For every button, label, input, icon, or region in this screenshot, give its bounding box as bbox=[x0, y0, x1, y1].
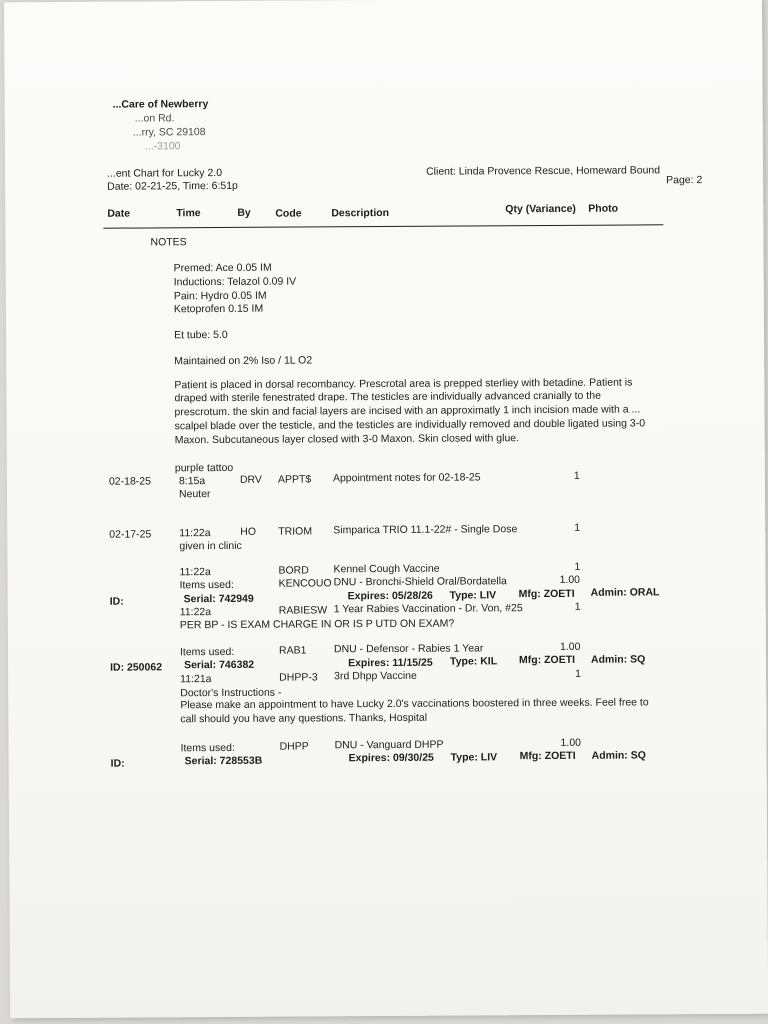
vaccine-mfg: Mfg: ZOETI bbox=[518, 587, 575, 601]
entry-time: 11:22a bbox=[179, 566, 211, 579]
entry-time: 11:21a bbox=[180, 673, 212, 686]
clinic-phone: ...-3100 bbox=[144, 140, 181, 153]
procedure-line: Patient is placed in dorsal recombancy. Prescrotal area is prepped sterliey with betadine. Patient is bbox=[174, 376, 633, 392]
notes-tattoo: purple tattoo bbox=[174, 461, 234, 475]
items-qty: 1.00 bbox=[560, 736, 582, 749]
vaccine-expires: Expires: 05/28/26 bbox=[347, 589, 433, 603]
entry-description: 3rd Dhpp Vaccine bbox=[334, 669, 417, 683]
doctor-instructions-text: Please make an appointment to have Lucky 2.0's vaccinations boostered in three weeks. Feel free to bbox=[180, 696, 649, 712]
entry-subnote: Neuter bbox=[178, 488, 211, 501]
col-description: Description bbox=[331, 206, 390, 220]
clinic-city: ...rry, SC 29108 bbox=[132, 126, 206, 139]
items-used-label: Items used: bbox=[180, 741, 235, 755]
items-description: DNU - Defensor - Rabies 1 Year bbox=[333, 642, 484, 656]
entry-description: 1 Year Rabies Vaccination - Dr. Von, #25 bbox=[333, 602, 523, 616]
procedure-line: Maxon. Subcutaneous layer closed with 3-0 Maxon. Skin closed with glue. bbox=[174, 432, 520, 447]
col-code: Code bbox=[275, 207, 302, 220]
entry-code: APPT$ bbox=[277, 473, 312, 486]
notes-ketoprofen: Ketoprofen 0.15 IM bbox=[173, 302, 264, 316]
vaccine-expires: Expires: 11/15/25 bbox=[348, 656, 433, 670]
vaccine-id: ID: bbox=[109, 595, 124, 608]
doctor-instructions-text: call should you have any questions. Thanks, Hospital bbox=[180, 711, 428, 726]
entry-qty: 1 bbox=[573, 469, 580, 482]
entry-code: BORD bbox=[278, 564, 309, 577]
notes-et-tube: Et tube: 5.0 bbox=[174, 328, 228, 342]
items-description: DNU - Vanguard DHPP bbox=[334, 738, 444, 752]
vaccine-admin: Admin: SQ bbox=[591, 749, 646, 762]
vaccine-type: Type: LIV bbox=[450, 751, 498, 764]
procedure-line: prescrotum. the skin and facial layers are incised with an approximatly 1 inch incision made with a ... bbox=[174, 403, 641, 419]
page-number: Page: 2 bbox=[666, 174, 703, 187]
entry-by: HO bbox=[240, 525, 257, 538]
entry-subnote: given in clinic bbox=[179, 539, 242, 553]
col-photo: Photo bbox=[588, 202, 619, 215]
doctor-instructions-label: Doctor's Instructions - bbox=[180, 686, 282, 700]
vaccine-id: ID: 250062 bbox=[110, 661, 163, 674]
items-code: DHPP bbox=[279, 740, 309, 753]
clinic-name: ...Care of Newberry bbox=[112, 98, 209, 111]
entry-qty: 1 bbox=[574, 521, 581, 534]
entry-qty: 1 bbox=[574, 560, 581, 573]
client-name: Client: Linda Provence Rescue, Homeward Bound bbox=[426, 164, 661, 178]
notes-heading: NOTES bbox=[150, 236, 187, 249]
col-time: Time bbox=[176, 207, 201, 220]
col-qty: Qty (Variance) bbox=[505, 202, 576, 216]
vaccine-serial: Serial: 728553B bbox=[184, 754, 263, 768]
clinic-street: ...on Rd. bbox=[134, 112, 175, 125]
vaccine-serial: Serial: 746382 bbox=[184, 658, 255, 672]
entry-date: 02-17-25 bbox=[109, 528, 152, 541]
entry-note: PER BP - IS EXAM CHARGE IN OR IS P UTD ON EXAM? bbox=[179, 617, 455, 632]
entry-description: Simparica TRIO 11.1-22# - Single Dose bbox=[333, 523, 518, 537]
entry-qty: 1 bbox=[574, 600, 581, 613]
col-by: By bbox=[237, 206, 251, 219]
vaccine-mfg: Mfg: ZOETI bbox=[518, 653, 576, 667]
items-qty: 1.00 bbox=[559, 640, 581, 653]
entry-code: TRIOM bbox=[278, 525, 313, 538]
procedure-line: scalpel blade over the testicle, and the testicles are individually removed and double ligated using 3-0 bbox=[174, 417, 646, 433]
entry-time: 11:22a bbox=[179, 606, 212, 619]
entry-qty: 1 bbox=[575, 667, 582, 680]
entry-code: DHPP-3 bbox=[279, 671, 318, 684]
vaccine-expires: Expires: 09/30/25 bbox=[348, 751, 434, 765]
vaccine-admin: Admin: ORAL bbox=[590, 586, 660, 599]
vaccine-serial: Serial: 742949 bbox=[183, 592, 254, 606]
entry-time: 11:22a bbox=[179, 527, 211, 540]
notes-maintained: Maintained on 2% Iso / 1L O2 bbox=[174, 354, 313, 368]
notes-inductions: Inductions: Telazol 0.09 IV bbox=[173, 275, 297, 289]
col-date: Date bbox=[107, 207, 131, 220]
entry-date: 02-18-25 bbox=[108, 475, 152, 488]
items-qty: 1.00 bbox=[559, 573, 581, 586]
header-rule bbox=[103, 224, 663, 228]
entry-description: Appointment notes for 02-18-25 bbox=[332, 471, 481, 485]
notes-premed: Premed: Ace 0.05 IM bbox=[173, 261, 272, 275]
vaccine-id: ID: bbox=[110, 757, 125, 770]
document-page bbox=[4, 0, 768, 1018]
entry-code: RABIESW bbox=[278, 604, 328, 617]
chart-title: ...ent Chart for Lucky 2.0 bbox=[107, 166, 223, 180]
items-code: RAB1 bbox=[278, 644, 307, 657]
items-code: KENCOUO bbox=[278, 577, 332, 590]
vaccine-admin: Admin: SQ bbox=[590, 653, 646, 666]
vaccine-mfg: Mfg: ZOETI bbox=[519, 749, 576, 763]
chart-date-line: Date: 02-21-25, Time: 6:51p bbox=[107, 179, 238, 193]
notes-pain: Pain: Hydro 0.05 IM bbox=[173, 289, 267, 303]
vaccine-type: Type: KIL bbox=[450, 655, 498, 668]
items-used-label: Items used: bbox=[179, 645, 235, 659]
entry-time: 8:15a bbox=[178, 475, 206, 488]
entry-by: DRV bbox=[239, 473, 262, 486]
items-description: DNU - Bronchi-Shield Oral/Bordatella bbox=[333, 575, 507, 589]
items-used-label: Items used: bbox=[179, 578, 234, 592]
entry-description: Kennel Cough Vaccine bbox=[333, 562, 440, 576]
vaccine-type: Type: LIV bbox=[449, 589, 497, 602]
procedure-line: draped with sterile fenestrated drape. The testicles are individually advanced cranially to the bbox=[174, 389, 601, 405]
